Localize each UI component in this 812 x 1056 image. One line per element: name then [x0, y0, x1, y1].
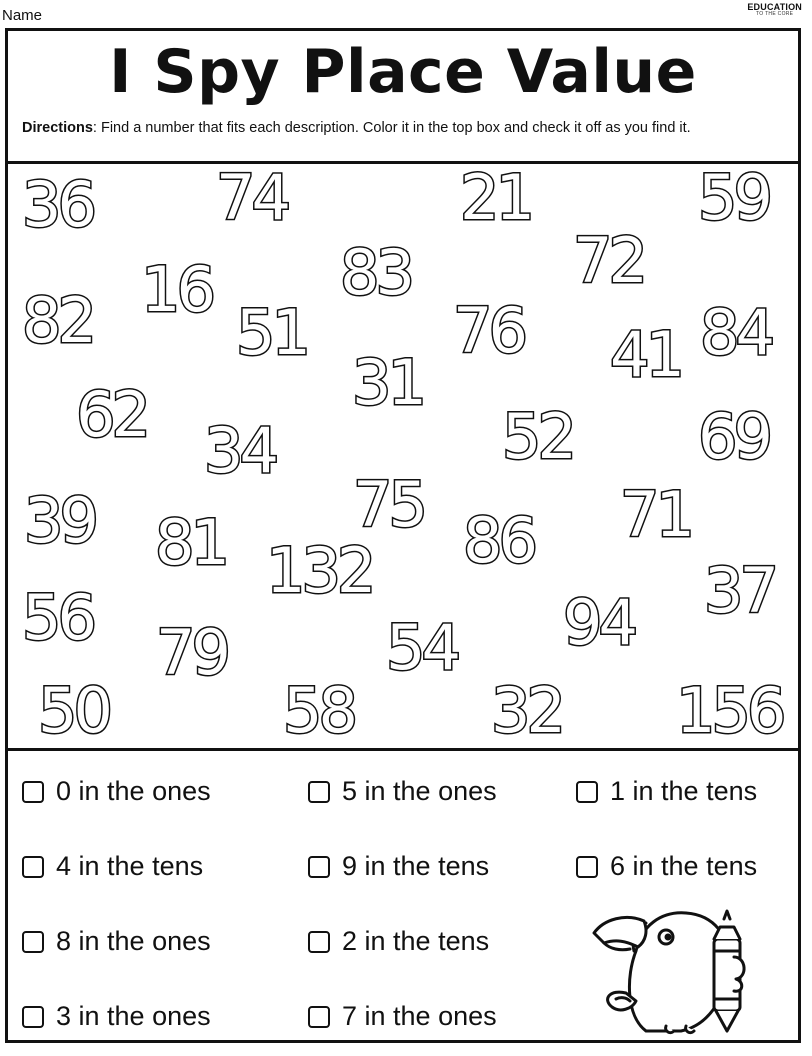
checklist-item[interactable]: [22, 1001, 211, 1032]
checkbox[interactable]: [308, 856, 330, 878]
number-item[interactable]: 41: [610, 318, 681, 391]
number-item[interactable]: 81: [155, 506, 226, 579]
number-item[interactable]: 71: [620, 478, 691, 551]
number-item[interactable]: 32: [491, 674, 562, 747]
checklist-item[interactable]: [308, 776, 497, 807]
checklist-label: 1 in the tens: [610, 776, 758, 806]
checklist-label: 0 in the ones: [56, 776, 211, 806]
number-item[interactable]: 59: [698, 164, 769, 234]
checklist-label: 6 in the tens: [610, 851, 758, 881]
number-item[interactable]: 39: [24, 484, 95, 557]
number-item[interactable]: 79: [156, 616, 227, 689]
checklist-item[interactable]: [308, 851, 489, 882]
parrot-icon: [586, 881, 766, 1036]
number-item[interactable]: 84: [700, 296, 771, 369]
checklist-label: 5 in the ones: [342, 776, 497, 806]
number-item[interactable]: 31: [352, 346, 423, 419]
directions-text: : Find a number that fits each description. Color it in the top box and check it off as you find it.: [92, 120, 691, 136]
checklist-label: 3 in the ones: [56, 1001, 211, 1031]
number-item[interactable]: 16: [141, 253, 212, 326]
number-item[interactable]: 156: [676, 674, 783, 747]
checklist-label: 2 in the tens: [342, 926, 490, 956]
checkbox[interactable]: [576, 856, 598, 878]
number-item[interactable]: 62: [76, 378, 147, 451]
number-item[interactable]: 74: [216, 164, 287, 234]
worksheet: [5, 28, 801, 1043]
worksheet-header: [8, 31, 798, 164]
checklist-label: 8 in the ones: [56, 926, 211, 956]
checkbox[interactable]: [308, 1006, 330, 1028]
number-item[interactable]: 52: [502, 400, 573, 473]
checkbox[interactable]: [22, 781, 44, 803]
directions-label: Directions: [22, 120, 93, 136]
checklist-item[interactable]: [308, 926, 489, 957]
number-item[interactable]: 76: [453, 294, 524, 367]
name-label: Name: [2, 7, 43, 24]
number-item[interactable]: 37: [704, 554, 775, 627]
checklist-item[interactable]: [576, 776, 757, 807]
number-item[interactable]: 21: [460, 164, 531, 234]
number-item[interactable]: 34: [204, 414, 275, 487]
number-item[interactable]: 132: [266, 534, 373, 607]
checkbox[interactable]: [308, 781, 330, 803]
checklist-item[interactable]: [22, 776, 211, 807]
number-item[interactable]: 75: [353, 468, 424, 541]
checklist-label: 4 in the tens: [56, 851, 204, 881]
logo-line2: TO THE CORE: [756, 11, 794, 17]
number-item[interactable]: 94: [563, 586, 634, 659]
checklist-item[interactable]: [308, 1001, 497, 1032]
number-grid-svg: [8, 164, 798, 748]
number-grid: [8, 164, 798, 751]
number-item[interactable]: 50: [38, 674, 109, 747]
number-item[interactable]: 83: [340, 236, 411, 309]
brand-logo: [747, 3, 802, 17]
number-item[interactable]: 58: [283, 674, 354, 747]
number-item[interactable]: 36: [22, 168, 93, 241]
number-item[interactable]: 72: [573, 224, 644, 297]
checkbox[interactable]: [308, 931, 330, 953]
checkbox[interactable]: [22, 856, 44, 878]
checklist-item[interactable]: [22, 851, 203, 882]
checkbox[interactable]: [22, 1006, 44, 1028]
checkbox[interactable]: [576, 781, 598, 803]
logo-line1: EDUCATION: [747, 2, 802, 12]
checklist-item[interactable]: [576, 851, 757, 882]
checklist-label: 9 in the tens: [342, 851, 490, 881]
number-item[interactable]: 82: [22, 284, 93, 357]
number-item[interactable]: 56: [22, 581, 93, 654]
number-item[interactable]: 86: [463, 504, 534, 577]
checklist-label: 7 in the ones: [342, 1001, 497, 1031]
number-item[interactable]: 51: [236, 296, 307, 369]
checkbox[interactable]: [22, 931, 44, 953]
page-title: I Spy Place Value: [109, 37, 697, 107]
number-item[interactable]: 69: [698, 400, 769, 473]
checklist: [8, 751, 798, 1040]
number-item[interactable]: 54: [386, 611, 457, 684]
checklist-item[interactable]: [22, 926, 211, 957]
directions: [22, 121, 788, 135]
